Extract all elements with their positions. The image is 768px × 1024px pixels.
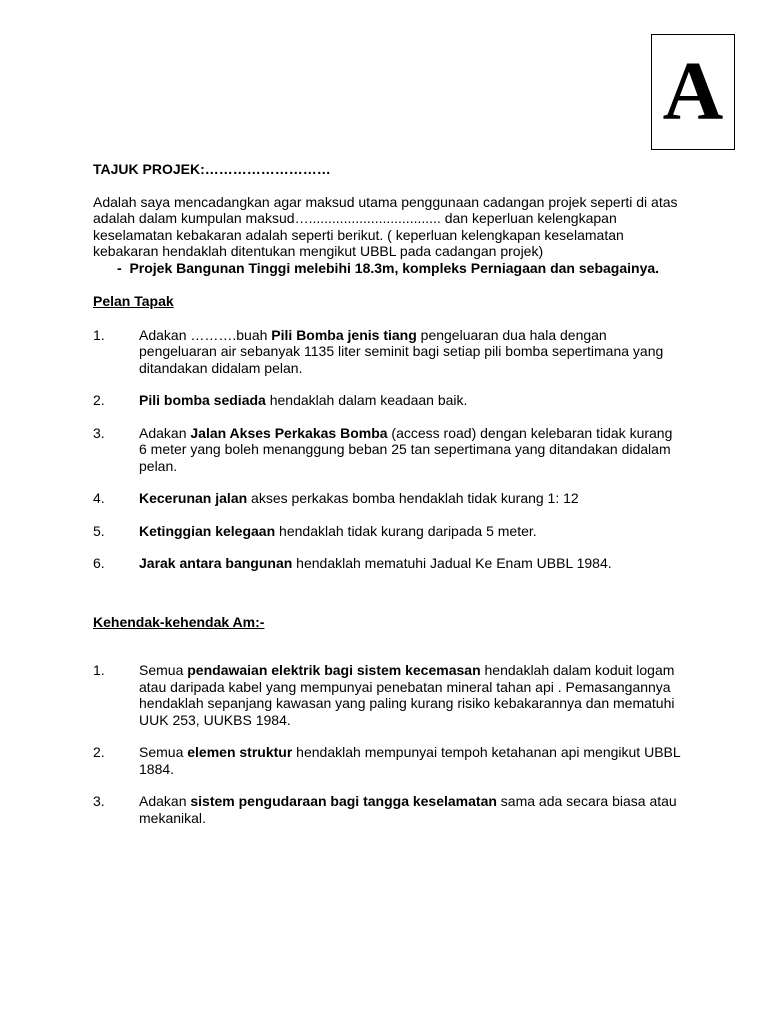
list-item: 4. Kecerunan jalan akses perkakas bomba hendaklah tidak kurang 1: 12	[93, 490, 579, 506]
list-item: 3. Adakan Jalan Akses Perkakas Bomba (access road) dengan kelebaran tidak kurang 6 meter yang boleh menanggung beban 25 tan sepertimana yang ditandakan didalam pelan.	[93, 424, 673, 474]
intro-bullet	[117, 260, 683, 277]
bullet-text: Projek Bangunan Tinggi melebihi 18.3m, kompleks Perniagaan dan sebagainya.	[129, 259, 660, 276]
section-heading-pelan-tapak: Pelan Tapak	[93, 293, 174, 309]
kehendak-am-list	[93, 662, 683, 826]
document-body	[93, 161, 683, 826]
pelan-tapak-list	[93, 327, 683, 572]
list-item: 5. Ketinggian kelegaan hendaklah tidak kurang daripada 5 meter.	[93, 522, 537, 539]
list-item: 1. Adakan ……….buah Pili Bomba jenis tiang pengeluaran dua hala dengan pengeluaran air sebanyak 1135 liter seminit bagi setiap pili bomba sepertimana yang ditandakan didalam pelan.	[93, 326, 664, 376]
list-item: 2. Semua elemen struktur hendaklah mempunyai tempoh ketahanan api mengikut UBBL 1884.	[93, 744, 681, 777]
list-item: 1. Semua pendawaian elektrik bagi sistem kecemasan hendaklah dalam koduit logam atau daripada kabel yang mempunyai penebatan mineral tahan api . Pemasangannya hendaklah sepanjang kawasan yang paling kurang risiko kebakarannya dan mematuhi UUK 253, UUKBS 1984.	[93, 662, 675, 728]
bullet-dash: -	[117, 259, 122, 276]
list-item: 2. Pili bomba sediada hendaklah dalam keadaan baik.	[93, 392, 468, 408]
intro-paragraph: Adalah saya mencadangkan agar maksud utama penggunaan cadangan projek seperti di atas adalah dalam kumpulan maksud….................................. dan keperluan kelengkapan keselamatan kebakaran adalah seperti berikut. ( keperluan kelengkapan keselamatan kebakaran hendaklah ditentukan mengikut UBBL pada cadangan projek)	[93, 193, 678, 259]
list-item: 6. Jarak antara bangunan hendaklah mematuhi Jadual Ke Enam UBBL 1984.	[93, 555, 612, 571]
category-letter-box	[651, 34, 735, 150]
category-letter: A	[662, 45, 724, 138]
section-heading-kehendak-am: Kehendak-kehendak Am:-	[93, 613, 265, 630]
list-item: 3. Adakan sistem pengudaraan bagi tangga keselamatan sama ada secara biasa atau mekanikal.	[93, 793, 677, 826]
project-title: TAJUK PROJEK:………………………	[93, 161, 331, 177]
